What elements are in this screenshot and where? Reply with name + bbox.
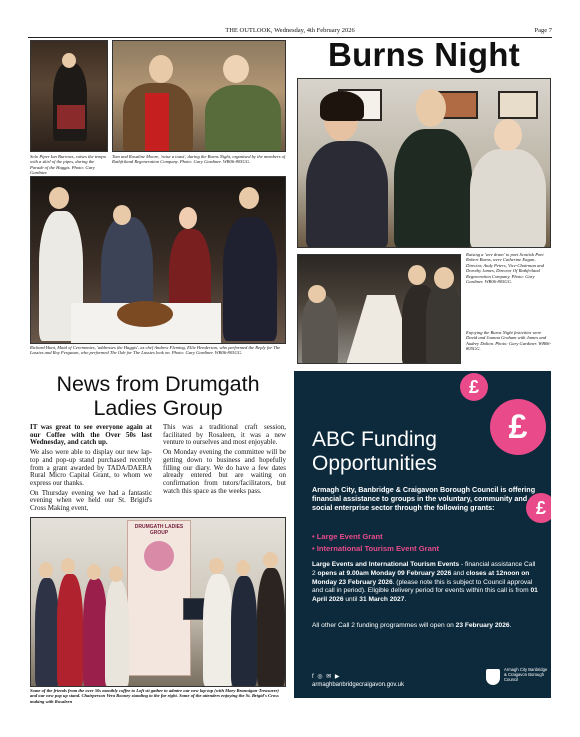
grant-list xyxy=(312,531,439,554)
ad-website-link[interactable]: armaghbanbridgecraigavon.gov.uk xyxy=(312,682,404,688)
ad-body-strong: 31 March 2027 xyxy=(359,596,405,604)
grant-item: • International Tourism Event Grant xyxy=(312,543,439,555)
article-paragraph: We also were able to display our new lap-top and pop-up stand purchased recently from a grant awarded by TADA/DAERA Rural Micro Capital Grant, to whom we express our thanks. xyxy=(30,448,152,487)
ad-body-text: until xyxy=(343,596,360,604)
pound-coin-icon: £ xyxy=(526,493,551,523)
ad-body-text: and xyxy=(451,569,466,577)
caption-ladies-group: Some of the friends from the over 50s monthly coffee to Loft sit gather to admire our new lap-top (with Mary Brannigan-Treasurer) and our new pop up stand. Chairperson Vera Rooney standing to the far right. Some of the attenders enjoying the St. Brigid's Cross making with Rosaleen xyxy=(30,688,279,704)
grant-item: • Large Event Grant xyxy=(312,531,439,543)
pound-coin-icon: £ xyxy=(460,373,488,401)
caption-festivities: Enjoying the Burns Night festivities were David and Joanna Graham with James and Audrey Dalton. Photo: Gary Gardiner. WB06-805GG. xyxy=(466,330,552,352)
photo-toast xyxy=(112,40,286,152)
ad-body-strong: 01 April 2026 xyxy=(312,587,538,604)
ad-body-text: . (please note this is subject to Council approval and call in period). Eligible delivery period for events within this call is from xyxy=(312,578,533,595)
ad-body-text: All other Call 2 funding programmes will open on xyxy=(312,622,456,629)
ad-title-line-1: ABC Funding xyxy=(312,428,437,451)
article-paragraph: On Monday evening the committee will be getting down to business and hopefully filling our diary. We do have a few dates already entered but are waiting on confirmation from tutors/facilitators, but watch this space as the weeks pass. xyxy=(163,448,286,495)
photo-ladies-group xyxy=(30,517,286,687)
pound-coin-icon: £ xyxy=(490,399,546,455)
masthead: THE OUTLOOK, Wednesday, 4th February 2026 xyxy=(225,27,355,34)
ad-body-text: . xyxy=(404,596,407,604)
caption-toast: Tom and Rosaline Moore, 'raise a toast', during the Burns Night, organised by the members of Rathfriland Regeneration Company. Photo: Gary Gardiner. WB06-805GG. xyxy=(112,154,286,165)
ad-body-strong: opens at 9.00am Monday 09 February 2026 xyxy=(317,569,452,577)
photo-haggis-address xyxy=(30,176,286,344)
ad-body-strong: closes at 12noon on Monday 23 February 2026 xyxy=(312,569,530,586)
photo-festivities-table xyxy=(297,254,461,364)
photo-group-toast xyxy=(297,78,551,248)
ad-body-strong: Large Events and International Tourism Events xyxy=(312,561,460,568)
photo-piper xyxy=(30,40,108,152)
banner-title: DRUMGATH LADIES GROUP xyxy=(134,524,184,536)
ad-title-line-2: Opportunities xyxy=(312,452,437,475)
caption-wee-dram: Raising a 'wee dram' to poet Scottish Poet Robert Burns, were Catherine Eagan, Director, Andy Peters, Vice-Chairman and Dorothy James, Director Of Rathfriland Regeneration Company. Photo: Gary Gardiner. WB06-805GG. xyxy=(466,252,544,285)
funding-advert xyxy=(294,371,551,698)
caption-piper: Solo Piper Ian Burrows, raises the tempo with a skirl of the pipes, during the Parade of the Haggis. Photo: Gary Gardiner. xyxy=(30,154,107,176)
ad-intro: Armagh City, Banbridge & Craigavon Borough Council is offering financial assistance to groups in the voluntary, community and social enterprise sector through the following grants: xyxy=(312,485,536,513)
article-column-2 xyxy=(163,424,286,497)
ad-body-text: - financial assistance Call 2 xyxy=(312,561,536,577)
article-paragraph: This was a traditional craft session, facilitated by Rosaleen, it was a new venture to ourselves and most enjoyable. xyxy=(163,423,286,447)
caption-haggis: Richard Hunt, Maid of Ceremonies, 'addresses the Haggis', as chef Andrew Fleming, Ellie Henderson, who performed the Reply for The Lassies and Roy Ferguson, who performed The Ode for The Lassies look on. Photo: Gary Gardiner. WB06-805GG. xyxy=(30,345,281,356)
ad-body-text: . xyxy=(509,622,512,629)
social-icons: f ◎ ✉ ▶ xyxy=(312,674,341,680)
article-title: News from Drumgath Ladies Group xyxy=(56,372,260,420)
article-column-1 xyxy=(30,424,152,515)
article-lead: IT was great to see everyone again at our Coffee with the Over 50s last Wednesday, and catch up. xyxy=(30,423,152,447)
ad-body-strong: 23 February 2026 xyxy=(455,622,510,629)
page-title: Burns Night xyxy=(327,36,521,73)
page-number: Page 7 xyxy=(534,27,552,34)
ad-body-2 xyxy=(312,622,540,631)
ad-body xyxy=(312,561,540,605)
article-paragraph: On Thursday evening we had a fantastic evening when we held our St. Brigid's Cross Making event, xyxy=(30,488,152,513)
council-name: Armagh City Banbridge & Craigavon Borough Council xyxy=(504,667,548,682)
council-crest-icon xyxy=(486,669,500,685)
